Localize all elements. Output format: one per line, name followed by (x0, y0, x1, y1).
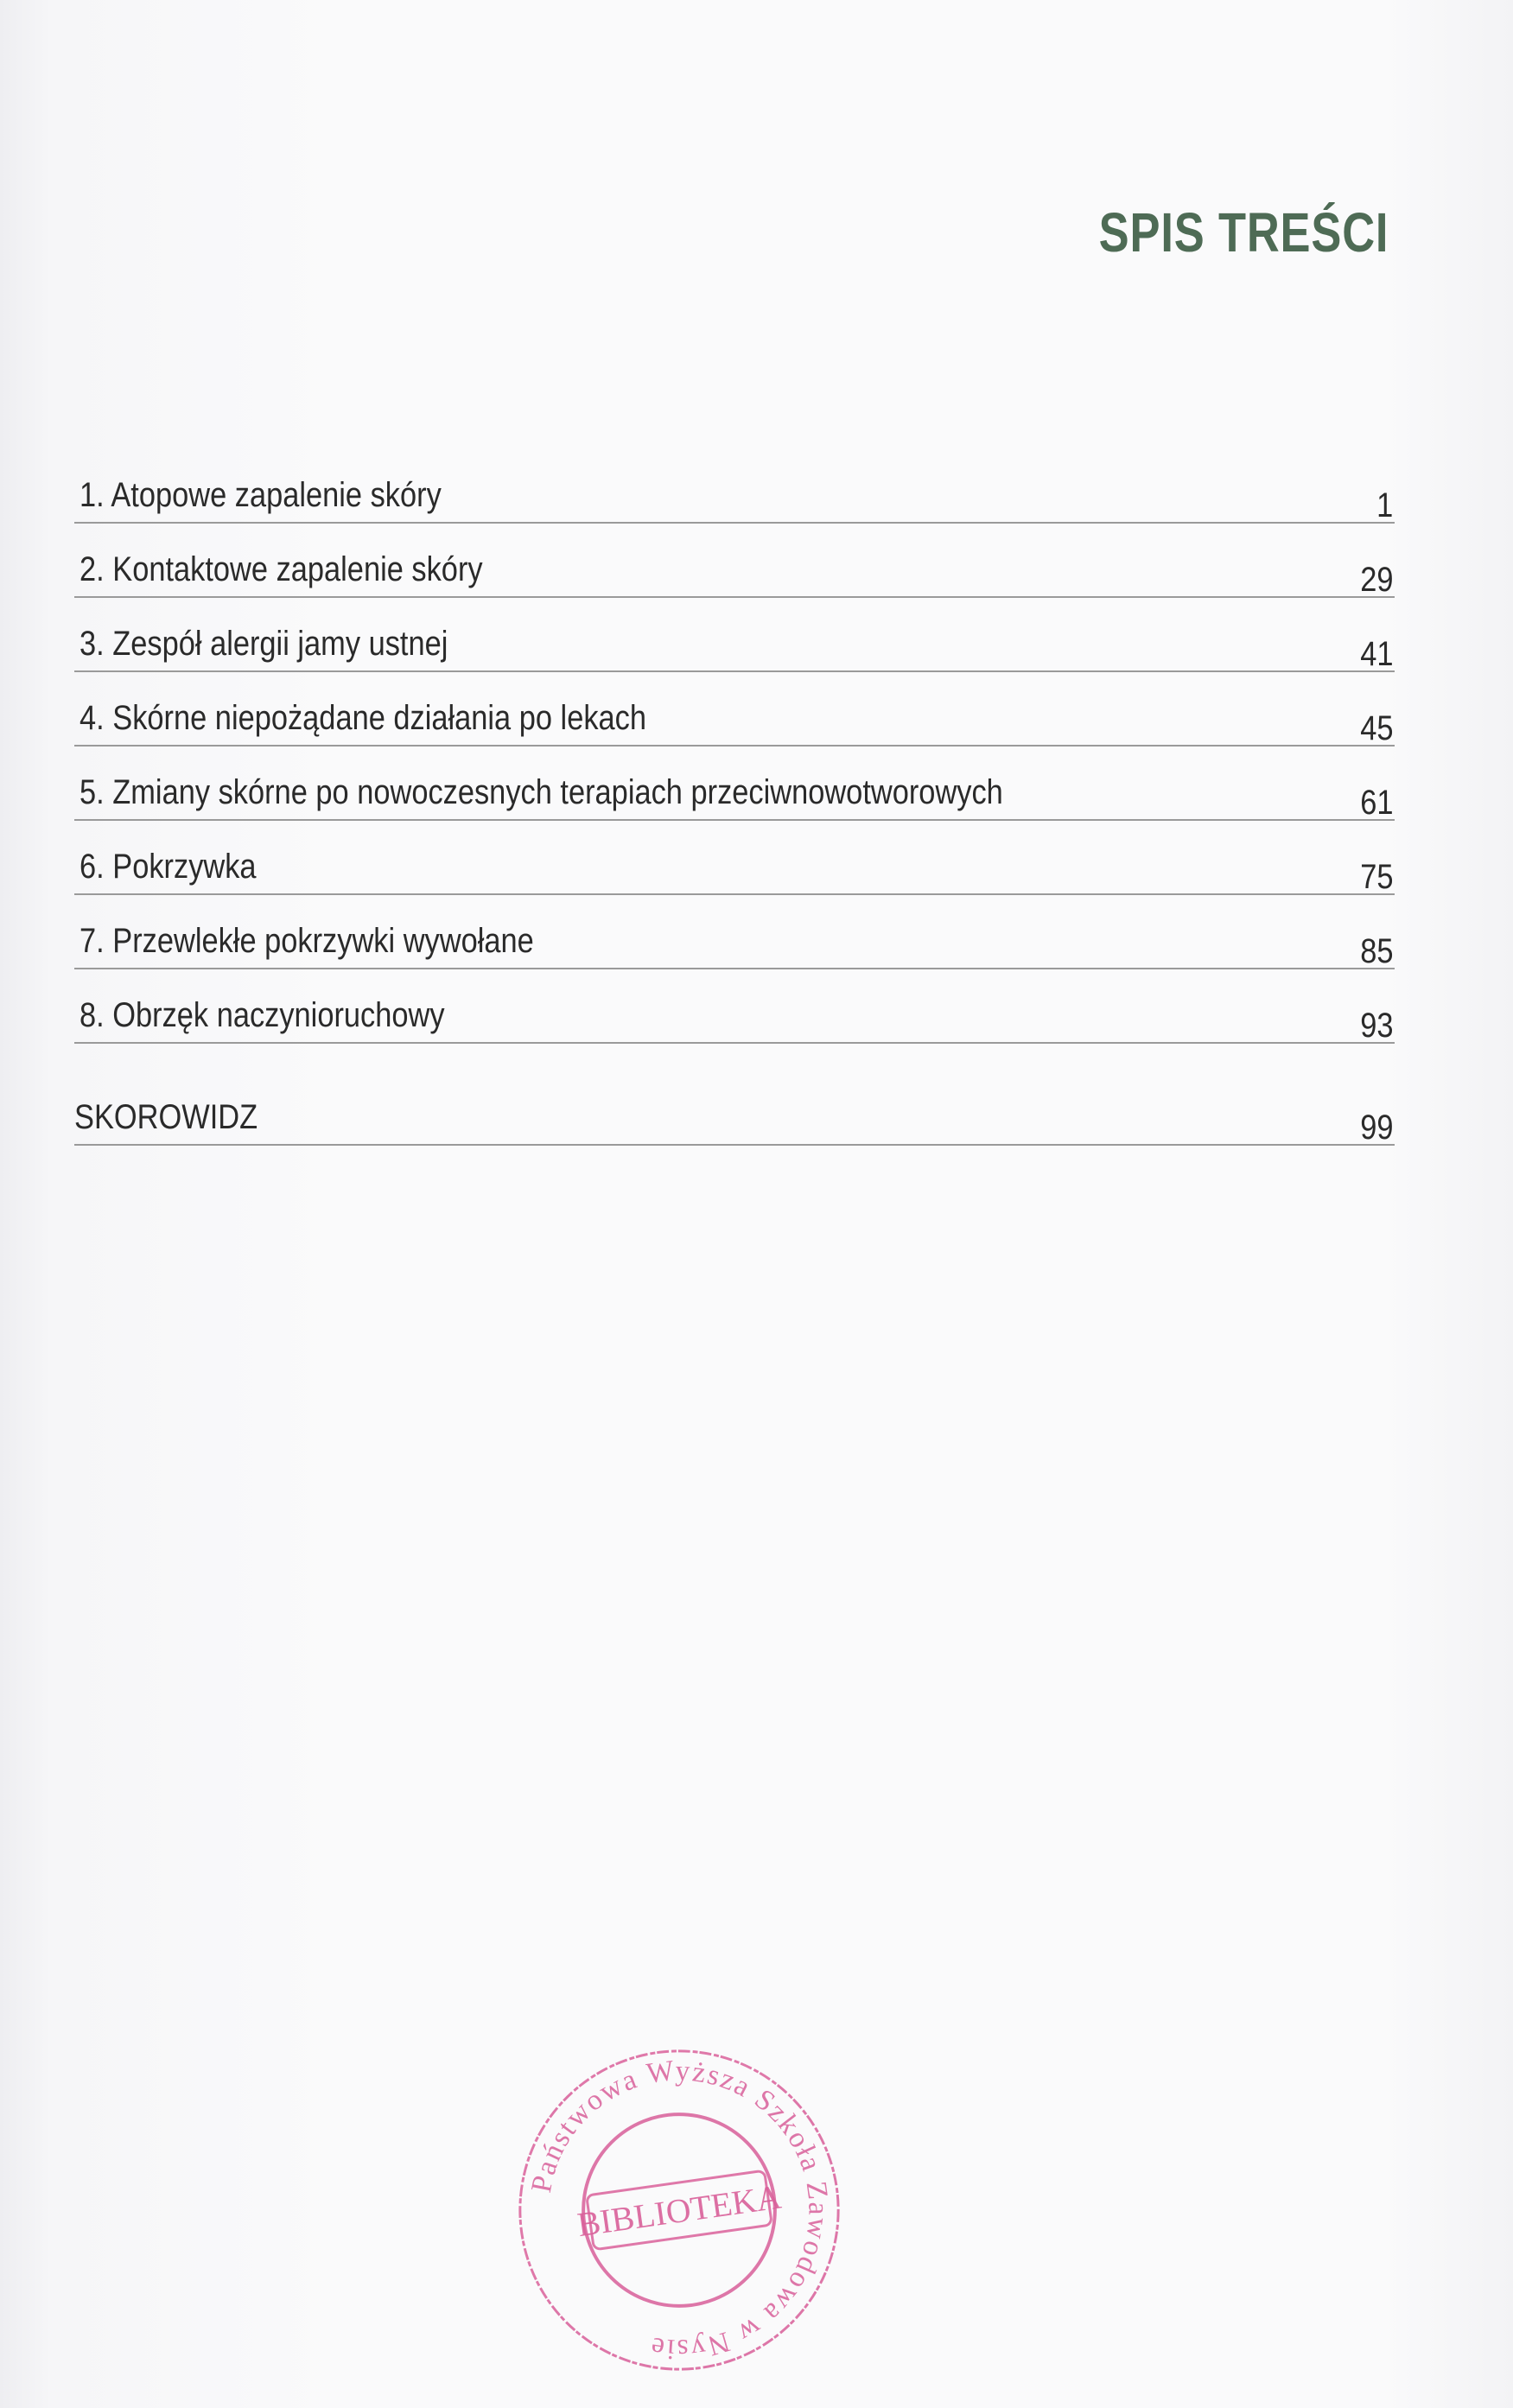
stamp-center-text: BIBLIOTEKA (575, 2177, 784, 2245)
toc-entry[interactable] (74, 672, 1395, 747)
toc-entry[interactable] (74, 598, 1395, 672)
toc-entry[interactable] (74, 524, 1395, 598)
toc-entry-page: 75 (1359, 858, 1393, 896)
toc-entry[interactable] (74, 969, 1395, 1044)
toc-entry-label: 4. Skórne niepożądane działania po lekach (79, 699, 647, 737)
toc-entry-page: 45 (1359, 709, 1393, 747)
toc-entry[interactable] (74, 821, 1395, 895)
stamp-outer-text: Państwowa Wyższa Szkoła Zawodowa w Nysie (524, 2055, 835, 2366)
toc-entry-label: 7. Przewlekłe pokrzywki wywołane (79, 922, 534, 960)
table-of-contents (74, 449, 1395, 1044)
toc-index-page: 99 (1359, 1109, 1393, 1147)
toc-entry-label: 3. Zespół alergii jamy ustnej (79, 625, 448, 663)
toc-entry-page: 41 (1359, 635, 1393, 673)
toc-entry-page: 29 (1359, 561, 1393, 599)
toc-entry[interactable] (74, 895, 1395, 969)
toc-entry-label: 6. Pokrzywka (79, 848, 257, 886)
toc-entry-label: 5. Zmiany skórne po nowoczesnych terapiach przeciwnowotworowych (79, 773, 1003, 811)
toc-index-entry[interactable] (74, 1071, 1395, 1146)
toc-entry-page: 85 (1359, 932, 1393, 970)
toc-entry[interactable] (74, 747, 1395, 821)
toc-entry-page: 93 (1359, 1007, 1393, 1045)
toc-entry-page: 61 (1359, 784, 1393, 822)
toc-entry-page: 1 (1376, 486, 1393, 524)
page-title: SPIS TREŚCI (1098, 201, 1389, 264)
toc-entry[interactable] (74, 449, 1395, 524)
library-stamp (508, 2039, 850, 2381)
toc-entry-label: 1. Atopowe zapalenie skóry (79, 476, 442, 514)
toc-index-label: SKOROWIDZ (74, 1098, 258, 1136)
toc-entry-label: 2. Kontaktowe zapalenie skóry (79, 550, 483, 588)
toc-entry-label: 8. Obrzęk naczynioruchowy (79, 996, 445, 1034)
